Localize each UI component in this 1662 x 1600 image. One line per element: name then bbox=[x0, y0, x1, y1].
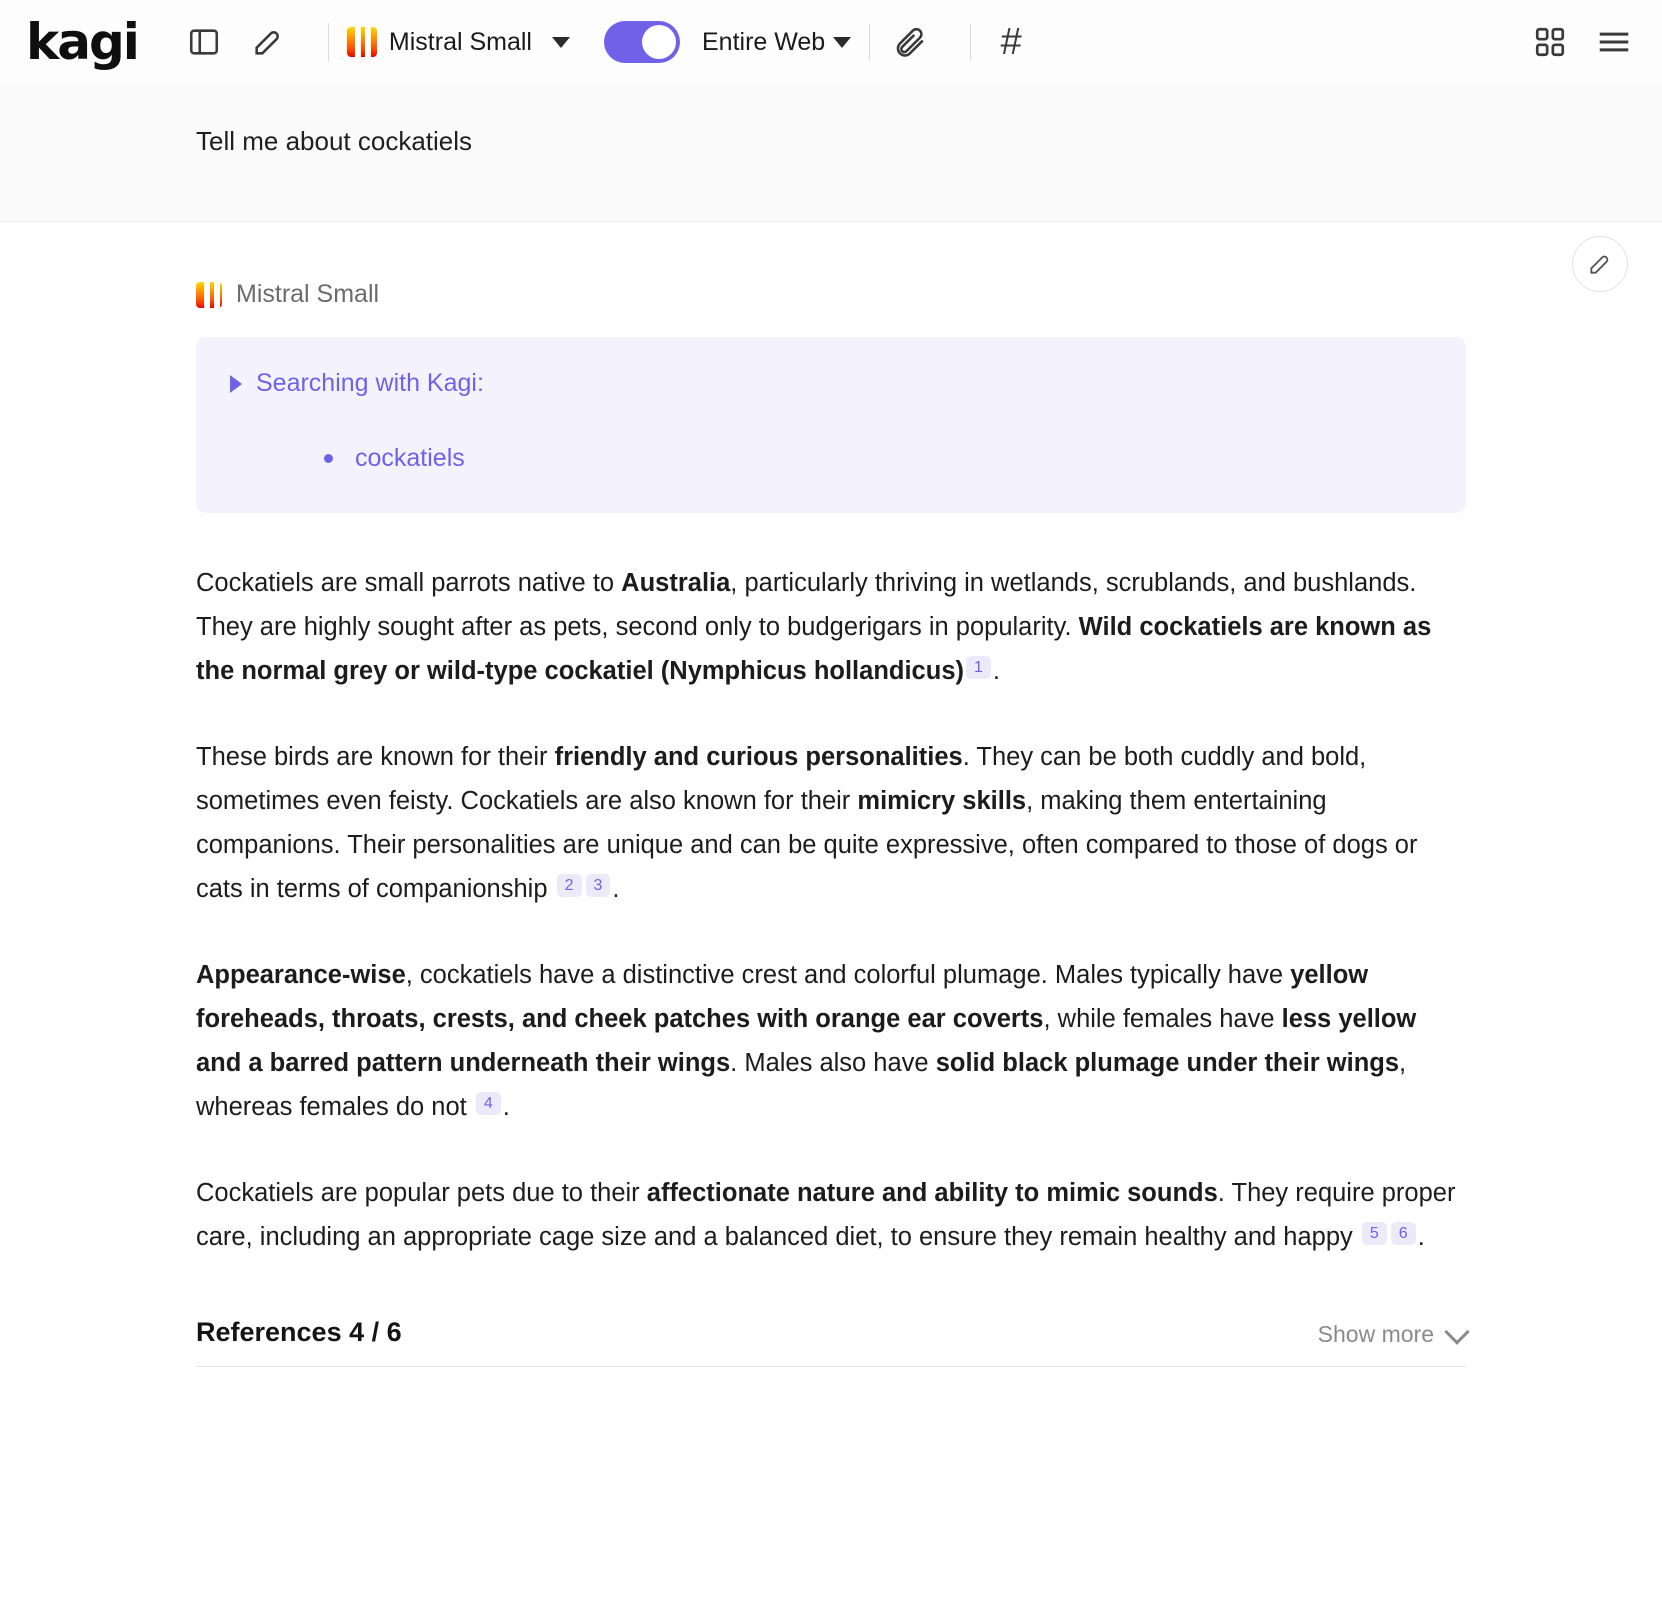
citation-chip[interactable]: 1 bbox=[966, 656, 991, 679]
answer-text-bold: Appearance-wise bbox=[196, 961, 406, 989]
search-trace-box bbox=[196, 337, 1466, 513]
references-header bbox=[196, 1317, 1466, 1367]
answer-text-bold: yellow foreheads, throats, crests, and cheek patches with orange ear coverts bbox=[196, 961, 1369, 1033]
search-query-label: cockatiels bbox=[355, 444, 465, 472]
answer-section bbox=[0, 222, 1662, 1367]
search-trace-toggle[interactable] bbox=[230, 369, 1432, 398]
answer-text-bold: affectionate nature and ability to mimic sounds bbox=[646, 1179, 1218, 1207]
mistral-logo-icon bbox=[196, 282, 222, 308]
answer-text: , making them entertaining companions. Their personalities are unique and can be quite expressive, often compared to those of dogs or cats in terms of companionship bbox=[196, 787, 1418, 903]
answer-text-bold: friendly and curious personalities bbox=[554, 743, 963, 771]
citation-chip[interactable]: 5 bbox=[1362, 1222, 1387, 1245]
toolbar-divider-1 bbox=[328, 23, 329, 61]
answer-text-bold: less yellow and a barred pattern underneath their wings bbox=[196, 1005, 1417, 1077]
web-search-toggle[interactable] bbox=[604, 21, 680, 63]
answer-text: . bbox=[992, 657, 1000, 685]
chevron-down-icon bbox=[1444, 1319, 1469, 1344]
citation-chip[interactable]: 2 bbox=[557, 874, 582, 897]
mistral-logo-icon bbox=[347, 27, 377, 57]
triangle-right-icon bbox=[230, 375, 242, 393]
pencil-edit-icon[interactable] bbox=[1572, 236, 1628, 292]
compose-icon[interactable] bbox=[246, 20, 290, 64]
search-scope-label: Entire Web bbox=[702, 27, 826, 56]
answer-paragraph bbox=[196, 735, 1466, 911]
references-title: References 4 / 6 bbox=[196, 1317, 402, 1347]
answer-text: . Males also have bbox=[730, 1049, 936, 1077]
answer-paragraph bbox=[196, 1171, 1466, 1259]
sidebar-toggle-icon[interactable] bbox=[182, 20, 226, 64]
answer-model-label: Mistral Small bbox=[236, 280, 380, 308]
model-selector[interactable] bbox=[347, 27, 570, 57]
answer-text-bold: solid black plumage under their wings bbox=[935, 1049, 1400, 1077]
chevron-down-icon bbox=[833, 37, 851, 48]
answer-text: . They can be both cuddly and bold, sometimes even feisty. Cockatiels are also known for their bbox=[196, 743, 1367, 815]
answer-paragraph bbox=[196, 953, 1466, 1129]
answer-text: . bbox=[1417, 1223, 1425, 1251]
answer-text-bold: Australia bbox=[621, 569, 731, 597]
toggle-knob bbox=[642, 25, 676, 59]
bullet-icon bbox=[324, 454, 333, 463]
citation-chip[interactable]: 4 bbox=[476, 1092, 501, 1115]
citation-chip[interactable]: 6 bbox=[1391, 1222, 1416, 1245]
answer-paragraph bbox=[196, 561, 1466, 693]
answer-text: , particularly thriving in wetlands, scrublands, and bushlands. They are highly sought after as pets, second only to budgerigars in popularity. bbox=[196, 569, 1417, 641]
answer-text: Cockatiels are small parrots native to bbox=[196, 569, 622, 597]
search-query-item[interactable] bbox=[324, 444, 1432, 473]
answer-text-bold: Wild cockatiels are known as the normal grey or wild-type cockatiel (Nymphicus hollandicus) bbox=[196, 613, 1432, 685]
answer-text: . bbox=[612, 875, 620, 903]
show-more-button[interactable] bbox=[1318, 1321, 1466, 1348]
hash-icon[interactable] bbox=[989, 20, 1033, 64]
model-name-label: Mistral Small bbox=[388, 27, 532, 56]
answer-model-row bbox=[196, 280, 1466, 309]
answer-text: , while females have bbox=[1043, 1005, 1282, 1033]
toolbar-divider-3 bbox=[970, 23, 971, 61]
user-prompt-area bbox=[0, 84, 1662, 222]
answer-text-bold: mimicry skills bbox=[857, 787, 1027, 815]
kagi-logo[interactable]: kagi bbox=[26, 13, 138, 71]
paperclip-icon[interactable] bbox=[888, 20, 932, 64]
search-trace-header: Searching with Kagi: bbox=[256, 369, 484, 397]
show-more-label: Show more bbox=[1317, 1321, 1434, 1347]
toolbar-divider-2 bbox=[869, 23, 870, 61]
search-scope-selector[interactable] bbox=[702, 28, 851, 57]
answer-text: Cockatiels are popular pets due to their bbox=[196, 1179, 647, 1207]
answer-text: . They require proper care, including an appropriate cage size and a balanced diet, to ensure they remain healthy and happy bbox=[196, 1179, 1456, 1251]
answer-body bbox=[196, 561, 1466, 1259]
top-toolbar bbox=[0, 0, 1662, 84]
user-prompt-text: Tell me about cockatiels bbox=[196, 126, 473, 156]
chevron-down-icon bbox=[552, 37, 570, 48]
citation-chip[interactable]: 3 bbox=[586, 874, 611, 897]
hamburger-menu-icon[interactable] bbox=[1592, 20, 1636, 64]
answer-text: , whereas females do not bbox=[196, 1049, 1407, 1121]
answer-text: These birds are known for their bbox=[196, 743, 555, 771]
answer-text: . bbox=[502, 1093, 510, 1121]
hash-glyph: # bbox=[1000, 21, 1022, 63]
answer-text: , cockatiels have a distinctive crest and colorful plumage. Males typically have bbox=[405, 961, 1291, 989]
grid-apps-icon[interactable] bbox=[1528, 20, 1572, 64]
